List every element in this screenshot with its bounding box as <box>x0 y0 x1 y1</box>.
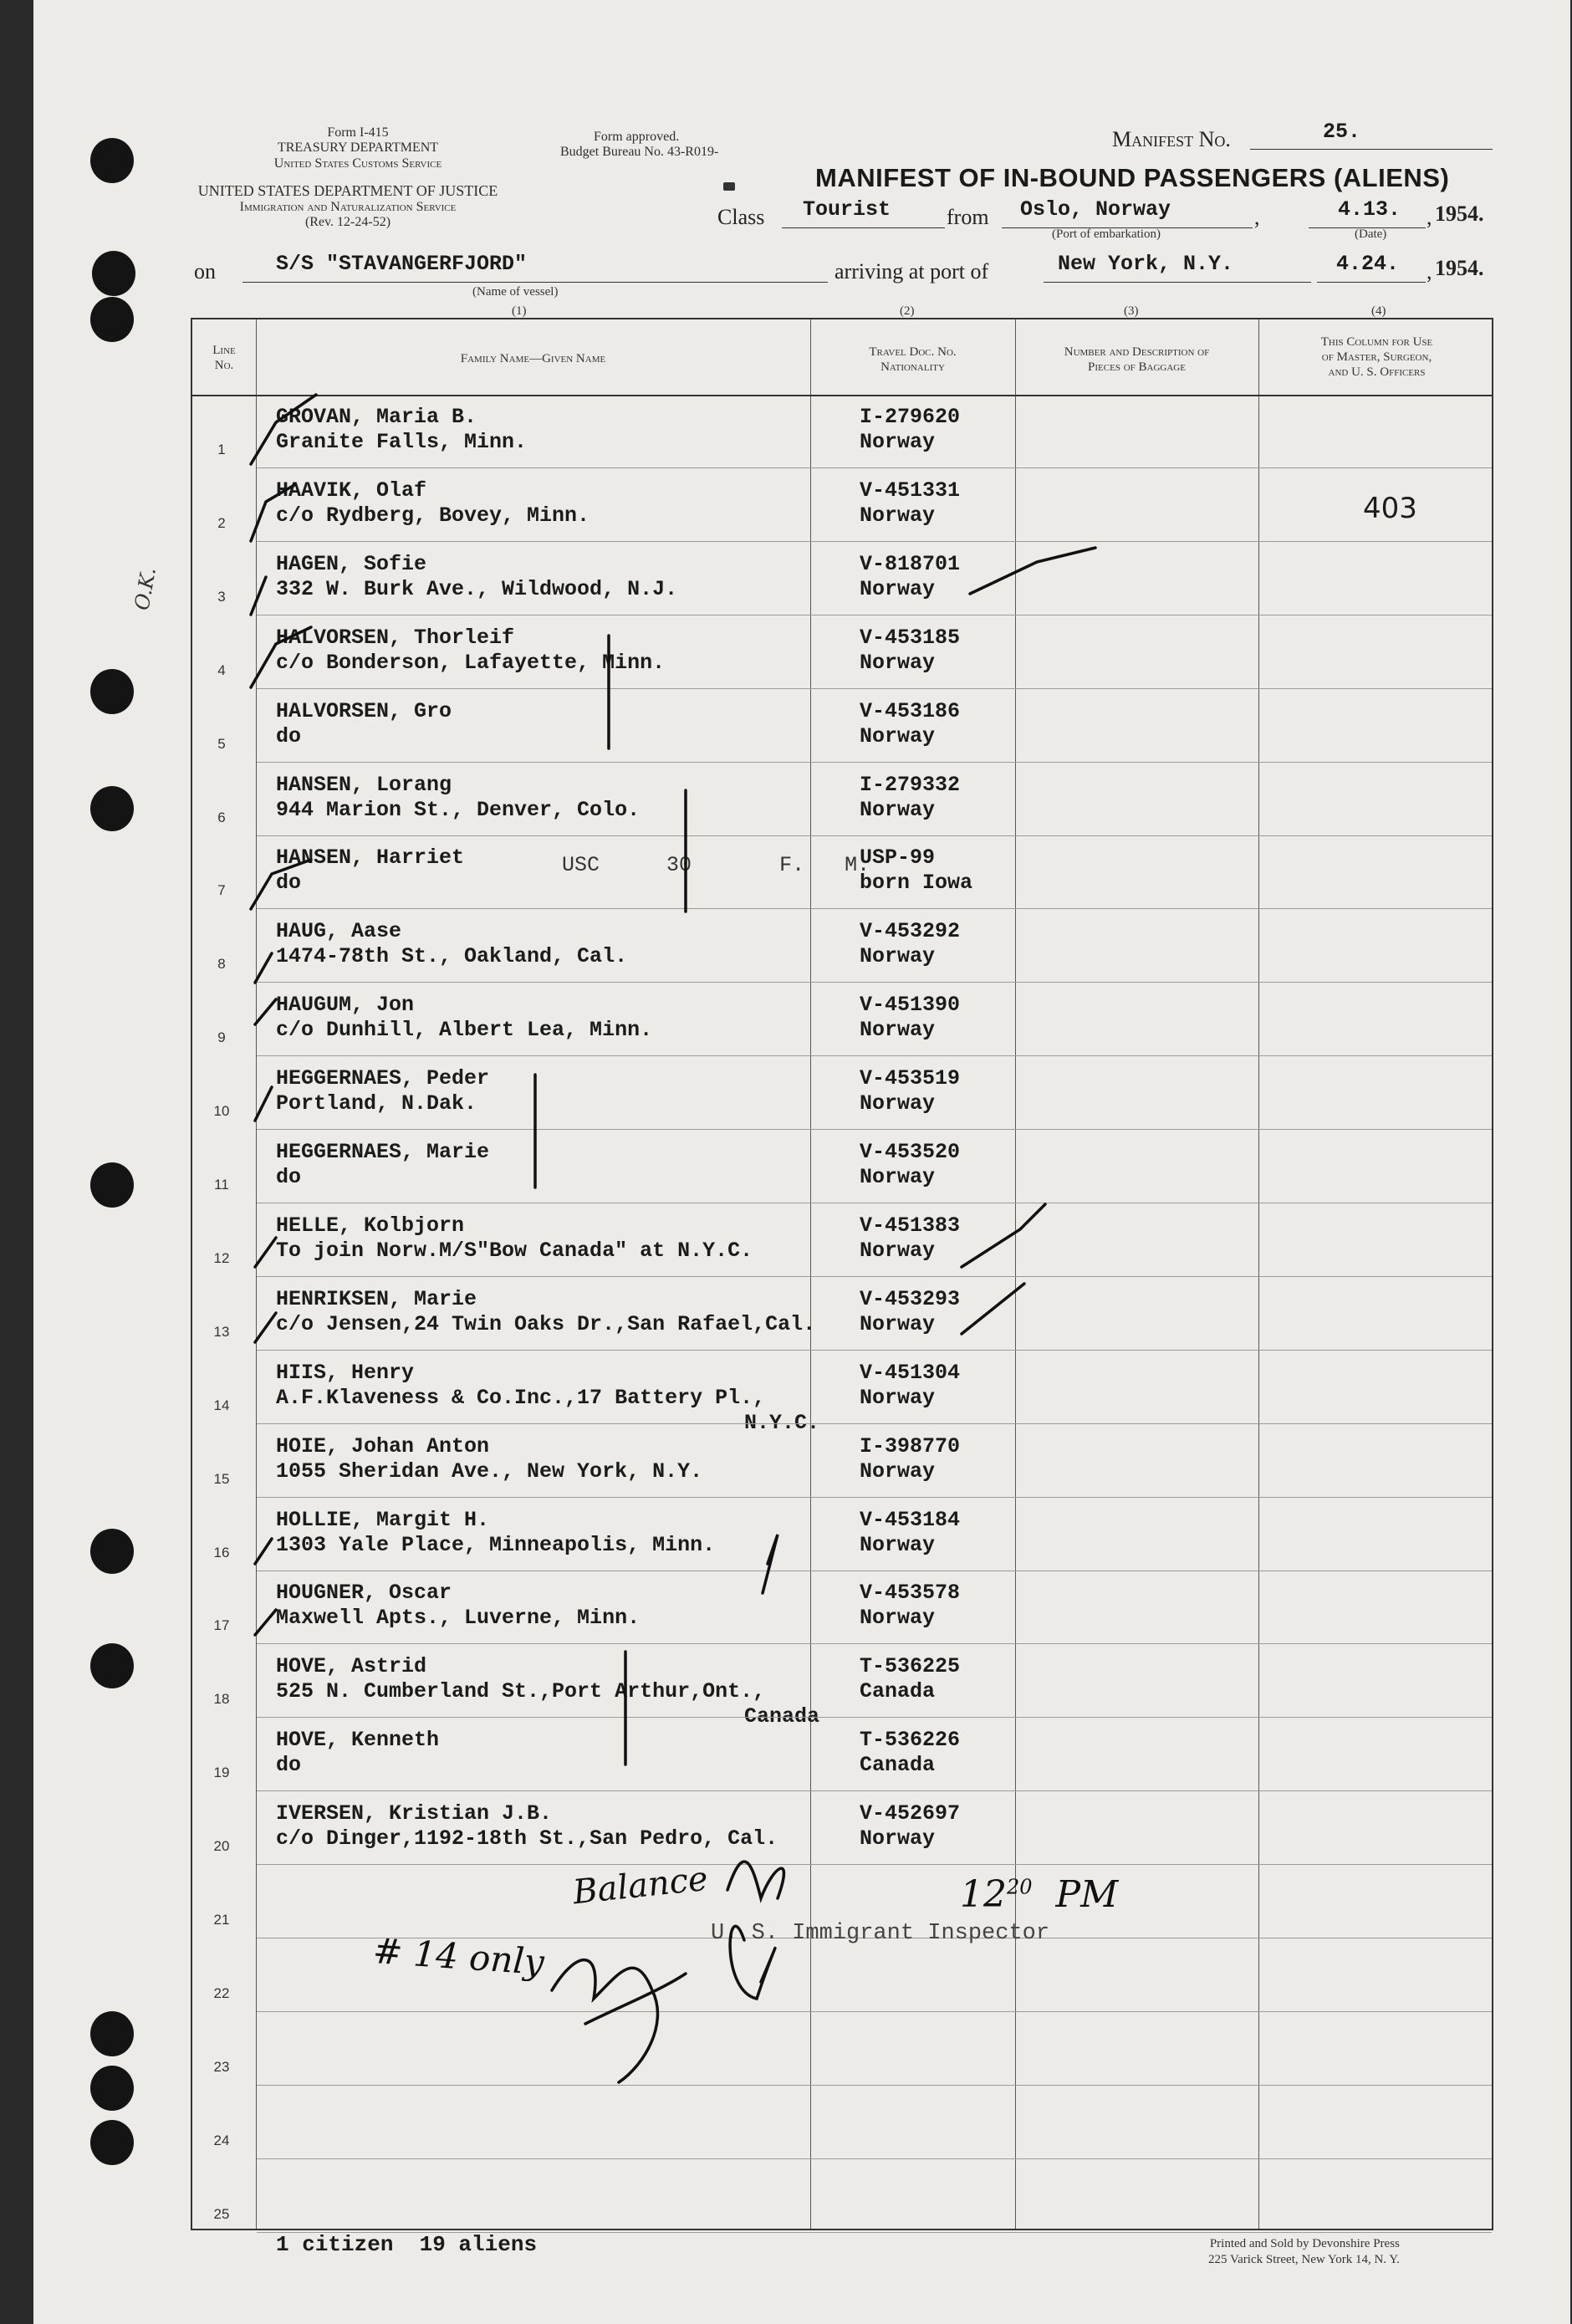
column-number-1: (1) <box>512 304 527 318</box>
form-approved: Form approved. <box>594 130 680 144</box>
passenger-address: Granite Falls, Minn. <box>276 430 528 454</box>
embark-date: 4.13. <box>1338 197 1401 222</box>
time-minutes: 20 <box>1007 1875 1033 1899</box>
table-row <box>192 763 1492 836</box>
line-number: 9 <box>217 1029 226 1046</box>
passenger-name: HAGEN, Sofie <box>276 551 427 576</box>
header-officers-column: This Column for Use of Master, Surgeon, and U. S. Officers <box>1320 335 1433 379</box>
travel-doc-number: V-451304 <box>860 1360 961 1385</box>
passenger-name: HAUGUM, Jon <box>276 993 415 1018</box>
table-row <box>192 689 1492 763</box>
header-baggage: Number and Description of Pieces of Baggage <box>1064 345 1210 374</box>
class-value: Tourist <box>803 197 891 222</box>
binder-hole <box>90 669 134 714</box>
passenger-address-cont: Canada <box>744 1704 820 1729</box>
passenger-address: 944 Marion St., Denver, Colo. <box>276 797 641 822</box>
line-number: 2 <box>217 514 226 531</box>
officer-note: 403 <box>1363 491 1417 525</box>
nationality: Norway <box>860 650 936 675</box>
passenger-address: To join Norw.M/S"Bow Canada" at N.Y.C. <box>276 1238 753 1263</box>
binder-hole <box>90 2011 134 2056</box>
passenger-address: 1055 Sheridan Ave., New York, N.Y. <box>276 1458 703 1484</box>
travel-doc-number: V-453293 <box>860 1286 961 1311</box>
printer-imprint <box>1208 2236 1400 2268</box>
time-period: PM <box>1055 1873 1119 1916</box>
passenger-name: HOLLIE, Margit H. <box>276 1507 490 1532</box>
passenger-address: c/o Dinger,1192-18th St.,San Pedro, Cal. <box>276 1826 778 1852</box>
passenger-address: 332 W. Burk Ave., Wildwood, N.J. <box>276 576 678 601</box>
binder-hole <box>90 1529 134 1574</box>
travel-doc-number: V-453186 <box>860 698 961 723</box>
approval-block <box>560 130 718 161</box>
port-caption: (Port of embarkation) <box>1052 227 1161 241</box>
binder-hole <box>90 2120 134 2165</box>
nationality: Norway <box>860 723 936 748</box>
travel-doc-number: V-453578 <box>860 1581 961 1606</box>
comma: , <box>1427 259 1432 283</box>
passenger-name: HALVORSEN, Thorleif <box>276 625 515 650</box>
travel-doc-number: V-818701 <box>860 551 961 576</box>
line-number: 17 <box>213 1617 230 1634</box>
handwritten-count: # 14 only <box>371 1929 546 1984</box>
justice-block <box>189 182 507 230</box>
passenger-name: HANSEN, Lorang <box>276 772 452 797</box>
travel-doc-number: V-453520 <box>860 1140 961 1164</box>
table-row <box>192 983 1492 1056</box>
arriving-label: arriving at port of <box>834 259 989 283</box>
travel-doc-number: T-536225 <box>860 1654 961 1679</box>
time-hour: 12 <box>960 1873 1007 1916</box>
table-row <box>192 395 1492 468</box>
line-number: 10 <box>213 1103 230 1120</box>
line-number: 11 <box>214 1177 229 1193</box>
row7-stamp <box>562 853 870 877</box>
travel-doc-number: V-453184 <box>860 1507 961 1532</box>
comma: , <box>1427 205 1432 229</box>
line-number: 21 <box>213 1912 230 1928</box>
arrival-port: New York, N.Y. <box>1058 252 1234 276</box>
passenger-name: HOIE, Johan Anton <box>276 1433 490 1458</box>
line-number: 19 <box>213 1765 230 1781</box>
passenger-name: HELLE, Kolbjorn <box>276 1213 465 1238</box>
port-embarkation: Oslo, Norway <box>1020 197 1171 222</box>
line-number: 8 <box>217 956 226 973</box>
line-number: 7 <box>217 882 226 899</box>
date-caption: (Date) <box>1355 227 1387 241</box>
arrival-date-underline <box>1317 282 1426 283</box>
line-number: 15 <box>213 1470 230 1487</box>
travel-doc-number: I-279332 <box>860 772 961 797</box>
manifest-number: 25. <box>1323 120 1361 144</box>
passenger-address: do <box>276 871 302 896</box>
arrival-port-underline <box>1044 282 1311 283</box>
header-line-no: Line No. <box>212 344 236 372</box>
table-row <box>192 1203 1492 1277</box>
line-number: 14 <box>213 1397 230 1413</box>
handwritten-time <box>960 1873 1118 1916</box>
passenger-summary: 1 citizen 19 aliens <box>276 2232 538 2257</box>
passenger-name: GROVAN, Maria B. <box>276 405 477 429</box>
passenger-name: IVERSEN, Kristian J.B. <box>276 1801 553 1826</box>
nationality: Norway <box>860 1532 936 1557</box>
table-row <box>192 2012 1492 2086</box>
vessel-underline <box>242 282 828 283</box>
arrival-year: 1954. <box>1435 256 1484 280</box>
nationality: Norway <box>860 503 936 528</box>
travel-doc-number: USP-99 <box>860 845 936 871</box>
vessel-caption: (Name of vessel) <box>472 285 559 299</box>
sex-value: F. <box>779 853 805 877</box>
line-number: 5 <box>217 735 226 752</box>
passenger-name: HOVE, Kenneth <box>276 1728 440 1753</box>
passenger-name: HOUGNER, Oscar <box>276 1581 452 1606</box>
marital-value: M. <box>845 853 870 877</box>
printer-line-2: 225 Varick Street, New York 14, N. Y. <box>1208 2252 1400 2266</box>
passenger-address: Maxwell Apts., Luverne, Minn. <box>276 1606 641 1631</box>
column-number-3: (3) <box>1124 304 1139 318</box>
table-row <box>192 1130 1492 1203</box>
nationality: Norway <box>860 1238 936 1263</box>
from-label: from <box>947 205 989 229</box>
form-number: Form I-415 <box>327 125 389 140</box>
passenger-address: c/o Jensen,24 Twin Oaks Dr.,San Rafael,Cal. <box>276 1311 816 1336</box>
nationality: Norway <box>860 797 936 822</box>
passenger-name: HALVORSEN, Gro <box>276 698 452 723</box>
table-row <box>192 1571 1492 1644</box>
nationality: Norway <box>860 944 936 969</box>
age-value: 30 <box>666 853 692 877</box>
binder-hole <box>90 138 134 183</box>
class-underline <box>782 227 945 228</box>
handwritten-balance: Balance <box>571 1859 710 1913</box>
binder-hole <box>92 251 135 296</box>
table-row <box>192 615 1492 689</box>
passenger-name: HAAVIK, Olaf <box>276 478 427 503</box>
printer-line-1: Printed and Sold by Devonshire Press <box>1209 2237 1400 2250</box>
table-row <box>192 2086 1492 2159</box>
handwritten-margin-mark: O.K. <box>130 565 161 612</box>
column-number-2: (2) <box>900 304 915 318</box>
manifest-title: MANIFEST OF IN-BOUND PASSENGERS (ALIENS) <box>815 163 1450 192</box>
line-number: 3 <box>217 588 226 605</box>
manifest-no-underline <box>1250 149 1493 150</box>
embark-year: 1954. <box>1435 202 1484 226</box>
binder-hole <box>90 1162 134 1208</box>
usc-label: USC <box>562 853 600 877</box>
passenger-address: 1474-78th St., Oakland, Cal. <box>276 944 628 969</box>
passenger-address: do <box>276 1165 302 1189</box>
passenger-address: 1303 Yale Place, Minneapolis, Minn. <box>276 1532 716 1557</box>
table-row <box>192 1056 1492 1130</box>
form-id-block <box>232 125 483 171</box>
customs-service: United States Customs Service <box>273 156 442 171</box>
header-family-name: Family Name—Given Name <box>460 352 606 365</box>
nationality: born Iowa <box>860 871 973 896</box>
travel-doc-number: V-453519 <box>860 1066 961 1091</box>
table-row <box>192 1644 1492 1729</box>
justice-department: UNITED STATES DEPARTMENT OF JUSTICE <box>197 182 498 199</box>
binder-hole <box>90 786 134 831</box>
treasury-department: TREASURY DEPARTMENT <box>277 140 439 156</box>
on-label: on <box>194 259 216 283</box>
table-row <box>192 1718 1492 1791</box>
nationality: Canada <box>860 1753 936 1778</box>
passenger-name: HENRIKSEN, Marie <box>276 1286 477 1311</box>
table-row <box>192 1498 1492 1571</box>
travel-doc-number: V-451390 <box>860 993 961 1018</box>
line-number: 13 <box>213 1323 230 1340</box>
line-number: 22 <box>213 1984 230 2001</box>
travel-doc-number: V-453185 <box>860 625 961 650</box>
passenger-name: HOVE, Astrid <box>276 1654 427 1679</box>
travel-doc-number: V-451331 <box>860 478 961 503</box>
column-number-4: (4) <box>1371 304 1386 318</box>
budget-bureau: Budget Bureau No. 43-R019- <box>560 145 719 160</box>
table-row <box>192 1277 1492 1351</box>
passenger-name: HANSEN, Harriet <box>276 845 465 871</box>
nationality: Norway <box>860 430 936 454</box>
table-row <box>192 468 1492 542</box>
binder-hole <box>90 297 134 342</box>
passenger-address: Portland, N.Dak. <box>276 1091 477 1116</box>
nationality: Norway <box>860 1018 936 1043</box>
vessel-name: S/S "STAVANGERFJORD" <box>276 252 528 276</box>
passenger-address: A.F.Klaveness & Co.Inc.,17 Battery Pl., <box>276 1385 766 1410</box>
nationality: Norway <box>860 1385 936 1410</box>
line-number: 25 <box>213 2205 230 2222</box>
table-row <box>192 542 1492 615</box>
nationality: Norway <box>860 1458 936 1484</box>
bullet-mark <box>723 182 735 191</box>
passenger-address: 525 N. Cumberland St.,Port Arthur,Ont., <box>276 1679 766 1704</box>
passenger-address: do <box>276 1753 302 1778</box>
passenger-name: HAUG, Aase <box>276 919 402 944</box>
form-revision: (Rev. 12-24-52) <box>304 215 391 230</box>
line-number: 18 <box>213 1691 230 1708</box>
travel-doc-number: I-398770 <box>860 1433 961 1458</box>
passenger-address: do <box>276 723 302 748</box>
travel-doc-number: I-279620 <box>860 405 961 429</box>
comma: , <box>1254 205 1260 229</box>
line-number: 1 <box>217 442 226 457</box>
travel-doc-number: V-451383 <box>860 1213 961 1238</box>
table-row <box>192 1351 1492 1435</box>
line-number: 4 <box>217 661 226 678</box>
passenger-address: c/o Dunhill, Albert Lea, Minn. <box>276 1018 653 1043</box>
line-number: 6 <box>217 809 226 825</box>
line-number: 16 <box>213 1544 230 1560</box>
nationality: Norway <box>860 1826 936 1852</box>
passenger-name: HEGGERNAES, Peder <box>276 1066 490 1091</box>
travel-doc-number: T-536226 <box>860 1728 961 1753</box>
table-row <box>192 1791 1492 1865</box>
header-travel-doc: Travel Doc. No. Nationality <box>869 345 957 374</box>
table-row <box>192 1424 1492 1498</box>
passenger-address: c/o Rydberg, Bovey, Minn. <box>276 503 590 528</box>
nationality: Norway <box>860 576 936 601</box>
nationality: Norway <box>860 1165 936 1189</box>
passenger-address-cont: N.Y.C. <box>744 1410 820 1435</box>
table-row <box>192 909 1492 983</box>
travel-doc-number: V-452697 <box>860 1801 961 1826</box>
line-number: 12 <box>213 1249 230 1266</box>
passenger-address: c/o Bonderson, Lafayette, Minn. <box>276 650 666 675</box>
nationality: Canada <box>860 1679 936 1704</box>
line-number: 23 <box>213 2058 230 2075</box>
table-row <box>192 2159 1492 2233</box>
ins-service: Immigration and Naturalization Service <box>239 199 457 214</box>
inspector-stamp: U. S. Immigrant Inspector <box>711 1921 1050 1946</box>
line-number: 24 <box>213 2132 230 2148</box>
passenger-name: HIIS, Henry <box>276 1360 415 1385</box>
nationality: Norway <box>860 1311 936 1336</box>
nationality: Norway <box>860 1091 936 1116</box>
passenger-name: HEGGERNAES, Marie <box>276 1140 490 1164</box>
class-label: Class <box>717 205 765 229</box>
manifest-no-label: Manifest No. <box>1112 127 1231 151</box>
line-number: 20 <box>213 1838 230 1855</box>
travel-doc-number: V-453292 <box>860 919 961 944</box>
binder-hole <box>90 1643 134 1688</box>
nationality: Norway <box>860 1606 936 1631</box>
binder-hole <box>90 2066 134 2111</box>
arrival-date: 4.24. <box>1336 252 1400 276</box>
